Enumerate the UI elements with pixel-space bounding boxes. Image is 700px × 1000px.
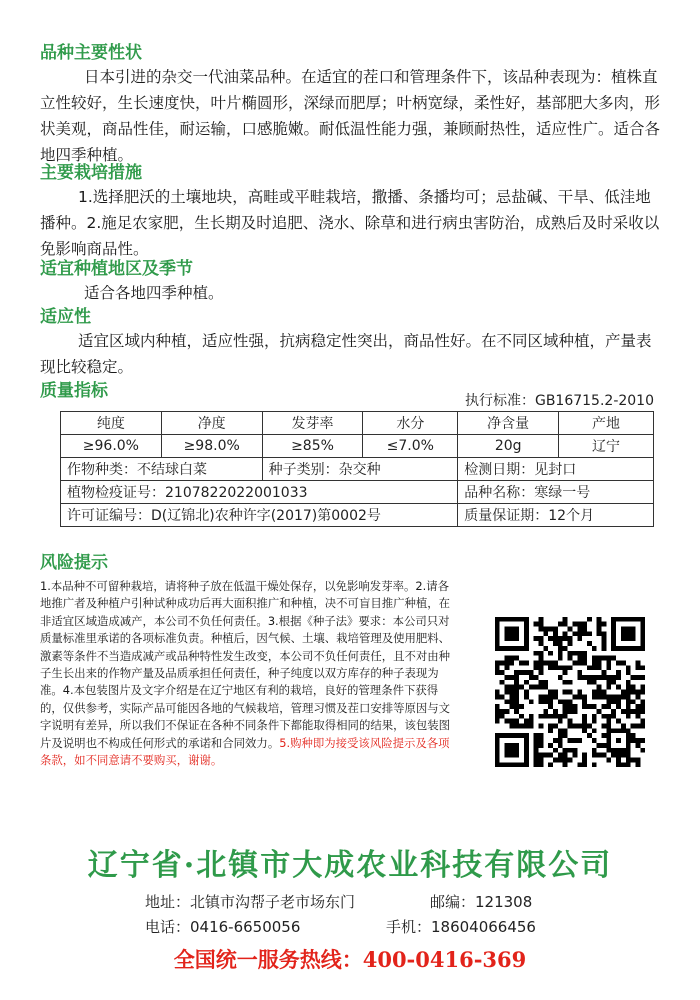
company-mobile: 手机：18604066456	[386, 918, 536, 936]
service-hotline: 全国统一服务热线：400-0416-369	[173, 947, 527, 972]
company-postcode: 邮编：121308	[430, 893, 533, 911]
header-germination: 发芽率	[262, 412, 363, 435]
quality-value-row	[61, 435, 654, 458]
value-moisture: ≤7.0%	[363, 435, 458, 458]
quality-title: 质量指标	[40, 381, 108, 401]
seed-type: 种子类别：杂交种	[262, 458, 458, 481]
company-name: 辽宁省·北镇市大成农业科技有限公司	[87, 848, 613, 883]
value-origin: 辽宁	[559, 435, 654, 458]
traits-text	[40, 64, 665, 168]
license-number: 许可证编号：D(辽锦北)农种许字(2017)第0002号	[61, 504, 458, 527]
risk-body: 1.本品种不可留种栽培，请将种子放在低温干燥处保存，以免影响发芽率。2.请各地推广者及种植户引种试种成功后再大面积推广和种植，决不可盲目推广种植，在非适宜区域造成减产，本公司不负任何责任。3.根据《种子法》要求：本公司只对质量标准里承诺的各项标准负责。种植后，因气候、土壤、栽培管理及使用肥料、激素等条件不当造成减产或品种特性发生改变，本公司不负任何责任，且不对由种子生长出来的作物产量及品质承担任何责任，种子纯度以双方库存的种子表现为准。4.本包装图片及文字介绍是在辽宁地区有利的栽培，良好的管理条件下获得的，仅供参考，实际产品可能因各地的气候栽培，管理习惯及茬口安排等原因与文字说明有差异，所以我们不保证在各种不同条件下都能取得相同的结果，该包装图片及说明也不构成任何形式的承诺和合同效力。	[40, 579, 451, 750]
value-net-weight: 20g	[458, 435, 559, 458]
region-title: 适宜种植地区及季节	[40, 259, 193, 279]
header-origin: 产地	[559, 412, 654, 435]
test-date: 检测日期：见封口	[458, 458, 654, 481]
crop-type: 作物种类：不结球白菜	[61, 458, 263, 481]
company-phone: 电话：0416-6650056	[145, 918, 301, 936]
variety-name: 品种名称：寒绿一号	[458, 481, 654, 504]
quality-standard: 执行标准：GB16715.2-2010	[464, 393, 654, 409]
value-purity: ≥96.0%	[61, 435, 162, 458]
header-purity: 纯度	[61, 412, 162, 435]
qr-code-icon	[490, 612, 650, 772]
header-net-weight: 净含量	[458, 412, 559, 435]
adaptability-body: 适宜区域内种植，适应性强，抗病稳定性突出，商品性好。在不同区域种植，产量表现比较稳定。	[40, 332, 652, 376]
risk-text	[40, 578, 460, 769]
adaptability-title: 适应性	[40, 307, 91, 327]
quality-info-row-2	[61, 481, 654, 504]
quality-header-row	[61, 412, 654, 435]
traits-body: 日本引进的杂交一代油菜品种。在适宜的茬口和管理条件下，该品种表现为：植株直立性较好，生长速度快，叶片椭圆形，深绿而肥厚；叶柄宽绿，柔性好，基部肥大多肉，形状美观，商品性佳，耐运输，口感脆嫩。耐低温性能力强，兼顾耐热性，适应性广。适合各地四季种植。	[40, 68, 661, 164]
cultivation-body: 1.选择肥沃的土壤地块，高畦或平畦栽培，撒播、条播均可；忌盐碱、干旱、低洼地播种。2.施足农家肥，生长期及时追肥、浇水、除草和进行病虫害防治，成熟后及时采收以免影响商品性。	[40, 188, 660, 258]
risk-warning: 5.购种即为接受该风险提示及各项条款，如不同意请不要购买，谢谢。	[40, 735, 450, 768]
value-germination: ≥85%	[262, 435, 363, 458]
adaptability-text	[40, 328, 665, 380]
region-body: 适合各地四季种植。	[84, 284, 224, 302]
cultivation-title: 主要栽培措施	[40, 163, 142, 183]
warranty-period: 质量保证期：12个月	[458, 504, 654, 527]
region-text	[40, 280, 665, 306]
value-cleanliness: ≥98.0%	[161, 435, 262, 458]
cultivation-text	[40, 184, 665, 262]
quality-info-row-3	[61, 504, 654, 527]
quarantine-number: 植物检疫证号：2107822022001033	[61, 481, 458, 504]
header-cleanliness: 净度	[161, 412, 262, 435]
quality-table	[60, 411, 654, 527]
header-moisture: 水分	[363, 412, 458, 435]
quality-info-row-1	[61, 458, 654, 481]
traits-title: 品种主要性状	[40, 43, 142, 63]
risk-title: 风险提示	[40, 553, 108, 573]
company-address: 地址：北镇市沟帮子老市场东门	[145, 893, 356, 911]
